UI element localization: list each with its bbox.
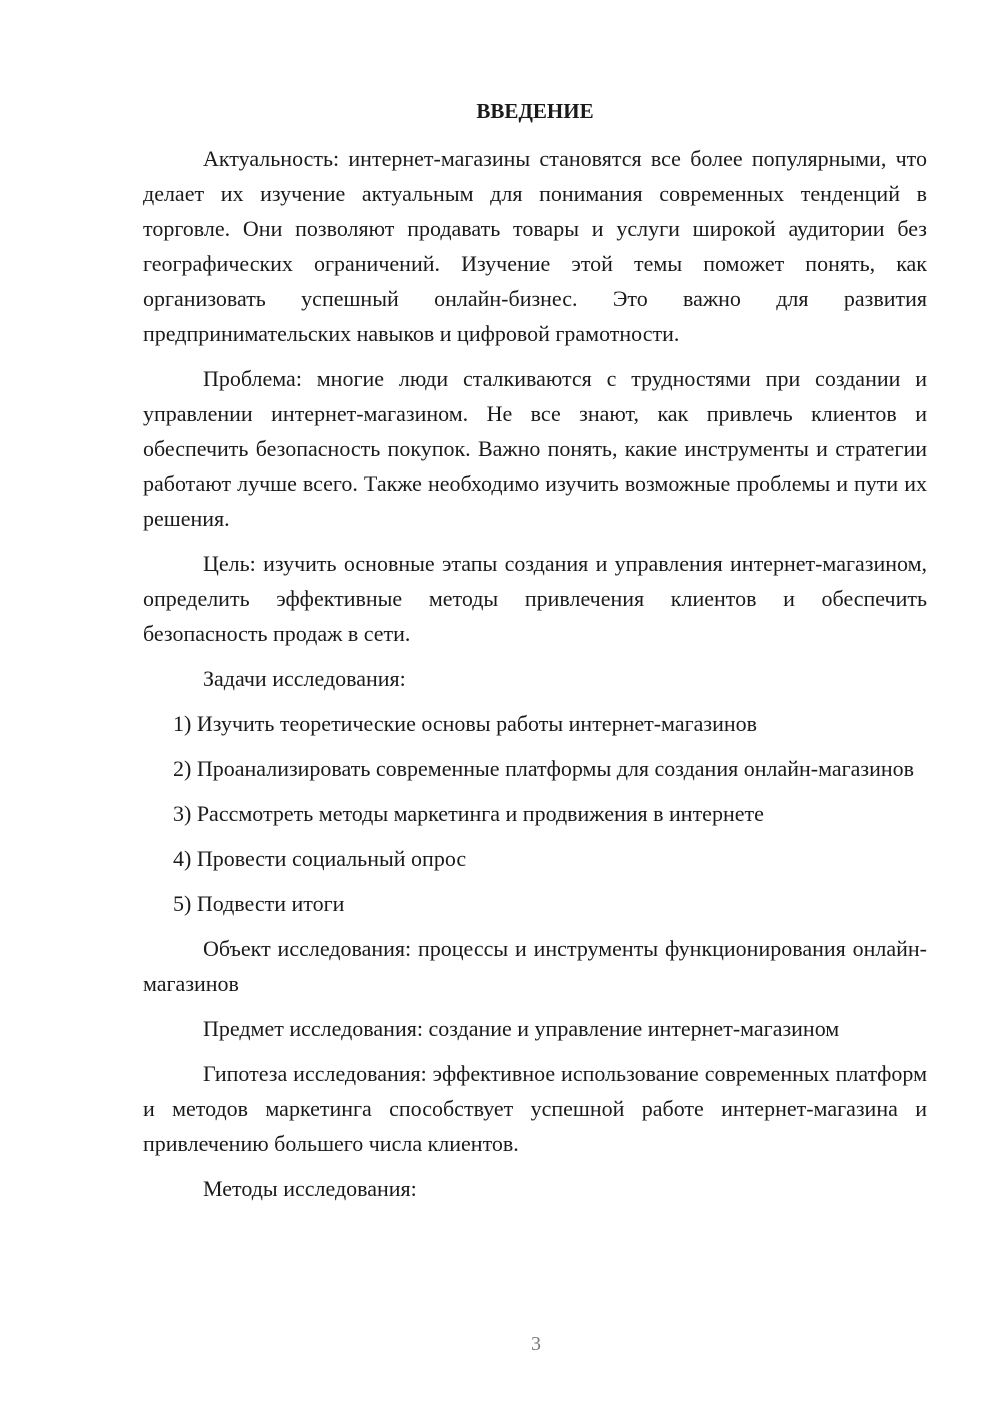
paragraph-methods: Методы исследования: <box>203 1176 417 1201</box>
paragraph-hypothesis: Гипотеза исследования: эффективное использование современных платформ и методов маркетинга способствует успешной работе интернет-магазина и привлечению большего числа клиентов. <box>143 1061 927 1156</box>
section-title: ВВЕДЕНИЕ <box>476 99 594 123</box>
paragraph-problem: Проблема: многие люди сталкиваются с трудностями при создании и управлении интернет-магазином. Не все знают, как привлечь клиентов и обеспечить безопасность покупок. Важно понять, какие инструменты и стратегии работают лучше всего. Также необходимо изучить возможные проблемы и пути их решения. <box>143 366 927 531</box>
task-item: 2) Проанализировать современные платформы для создания онлайн-магазинов <box>173 756 915 781</box>
paragraph-subject: Предмет исследования: создание и управление интернет-магазином <box>203 1016 840 1041</box>
task-item: 5) Подвести итоги <box>173 891 345 916</box>
page-number: 3 <box>531 1333 541 1355</box>
paragraph-tasks-heading: Задачи исследования: <box>203 666 406 691</box>
task-item: 3) Рассмотреть методы маркетинга и продвижения в интернете <box>173 801 764 826</box>
paragraph-goal: Цель: изучить основные этапы создания и управления интернет-магазином, определить эффективные методы привлечения клиентов и обеспечить безопасность продаж в сети. <box>143 551 927 646</box>
task-item: 4) Провести социальный опрос <box>173 846 467 871</box>
paragraph-object: Объект исследования: процессы и инструменты функционирования онлайн-магазинов <box>143 936 927 996</box>
paragraph-relevance: Актуальность: интернет-магазины становятся все более популярными, что делает их изучение актуальным для понимания современных тенденций в торговле. Они позволяют продавать товары и услуги широкой аудитории без географических ограничений. Изучение этой темы поможет понять, как организовать успешный онлайн-бизнес. Это важно для развития предпринимательских навыков и цифровой грамотности. <box>143 146 927 346</box>
task-item: 1) Изучить теоретические основы работы интернет-магазинов <box>173 711 757 736</box>
page-content <box>143 94 927 1216</box>
